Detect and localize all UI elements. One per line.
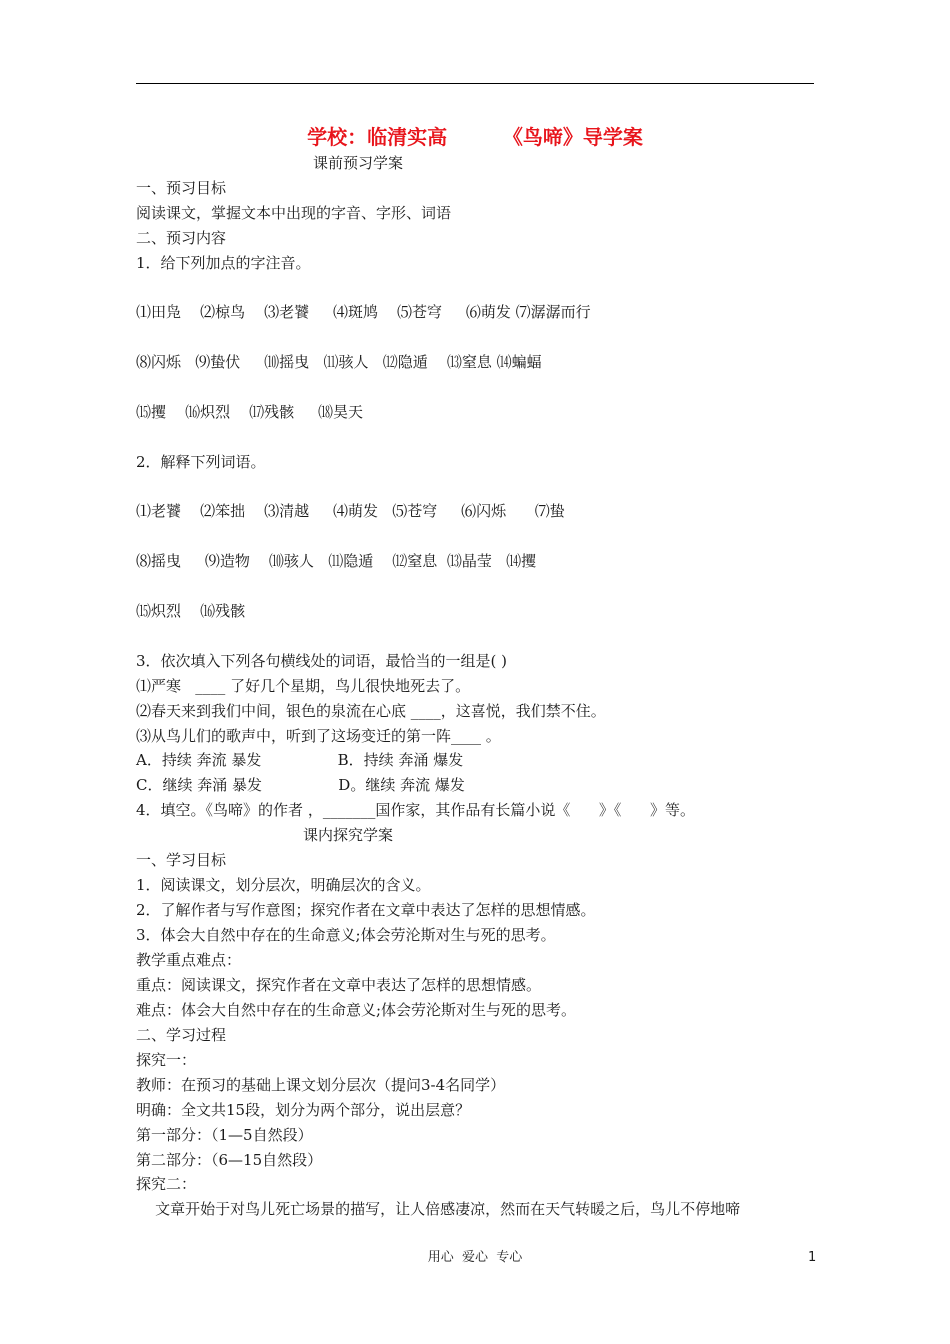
question-3-title: 3．依次填入下列各句横线处的词语，最恰当的一组是( ) xyxy=(136,652,508,670)
learning-goal-3: 3．体会大自然中存在的生命意义;体会劳沦斯对生与死的思考。 xyxy=(136,926,556,944)
heading-key-points: 教学重点难点： xyxy=(136,951,242,969)
question-2-row-2: ⑻摇曳 ⑼造物 ⑽骇人 ⑾隐遁 ⑿窒息 ⒀晶莹 ⒁攫 xyxy=(136,552,537,570)
teacher-instruction: 教师：在预习的基础上课文划分层次（提问3-4名同学） xyxy=(136,1076,506,1094)
clarify-text: 明确：全文共15段，划分为两个部分，说出层意？ xyxy=(136,1101,471,1119)
explore-2-label: 探究二： xyxy=(136,1175,197,1193)
question-3-sentence-1: ⑴严寒 ____ 了好几个星期，鸟儿很快地死去了。 xyxy=(136,677,471,695)
key-point: 重点：阅读课文，探究作者在文章中表达了怎样的思想情感。 xyxy=(136,976,542,994)
question-1-title: 1．给下列加点的字注音。 xyxy=(136,254,311,272)
document-title: 学校：临清实高 《鸟啼》导学案 xyxy=(307,125,643,149)
question-3-options-ab: A．持续 奔流 暴发 B．持续 奔涌 爆发 xyxy=(136,751,464,769)
footer-motto: 用心 爱心 专心 xyxy=(427,1250,523,1265)
learning-goal-2: 2．了解作者与写作意图；探究作者在文章中表达了怎样的思想情感。 xyxy=(136,901,596,919)
question-1-row-1: ⑴田凫 ⑵椋鸟 ⑶老饕 ⑷斑鸠 ⑸苍穹 ⑹萌发 ⑺潺潺而行 xyxy=(136,303,591,321)
body-paragraph: 文章开始于对鸟儿死亡场景的描写，让人倍感凄凉，然而在天气转暖之后，鸟儿不停地啼 xyxy=(136,1200,741,1218)
part-1: 第一部分：（1—5自然段） xyxy=(136,1126,313,1144)
section-title-inclass: 课内探究学案 xyxy=(303,826,394,844)
question-2-row-1: ⑴老饕 ⑵笨拙 ⑶清越 ⑷萌发 ⑸苍穹 ⑹闪烁 ⑺蛰 xyxy=(136,502,565,520)
heading-preview-content: 二、预习内容 xyxy=(136,229,227,247)
question-1-row-3: ⒂攫 ⒃炽烈 ⒄残骸 ⒅昊天 xyxy=(136,403,363,421)
heading-learning-goal: 一、学习目标 xyxy=(136,851,227,869)
question-2-row-3: ⒂炽烈 ⒃残骸 xyxy=(136,602,246,620)
heading-preview-goal: 一、预习目标 xyxy=(136,179,227,197)
question-3-sentence-2: ⑵春天来到我们中间，银色的泉流在心底 ____，这喜悦，我们禁不住。 xyxy=(136,702,606,720)
question-1-row-2: ⑻闪烁 ⑼蛰伏 ⑽摇曳 ⑾骇人 ⑿隐遁 ⒀窒息 ⒁蝙蝠 xyxy=(136,353,542,371)
question-3-sentence-3: ⑶从鸟儿们的歌声中，听到了这场变迁的第一阵____ 。 xyxy=(136,727,501,745)
question-2-title: 2．解释下列词语。 xyxy=(136,453,266,471)
part-2: 第二部分：（6—15自然段） xyxy=(136,1151,323,1169)
preview-goal-text: 阅读课文，掌握文本中出现的字音、字形、词语 xyxy=(136,204,452,222)
section-title-preview: 课前预习学案 xyxy=(313,154,404,172)
question-3-options-cd: C．继续 奔涌 暴发 D。继续 奔流 爆发 xyxy=(136,776,465,794)
heading-learning-process: 二、学习过程 xyxy=(136,1026,227,1044)
explore-1-label: 探究一： xyxy=(136,1051,197,1069)
difficult-point: 难点：体会大自然中存在的生命意义;体会劳沦斯对生与死的思考。 xyxy=(136,1001,577,1019)
question-4: 4．填空。《鸟啼》的作者 ，_______国作家，其作品有长篇小说《 》《 》等。 xyxy=(136,801,696,819)
page-number: 1 xyxy=(808,1250,817,1265)
learning-goal-1: 1．阅读课文，划分层次，明确层次的含义。 xyxy=(136,876,431,894)
header-rule xyxy=(136,83,814,84)
